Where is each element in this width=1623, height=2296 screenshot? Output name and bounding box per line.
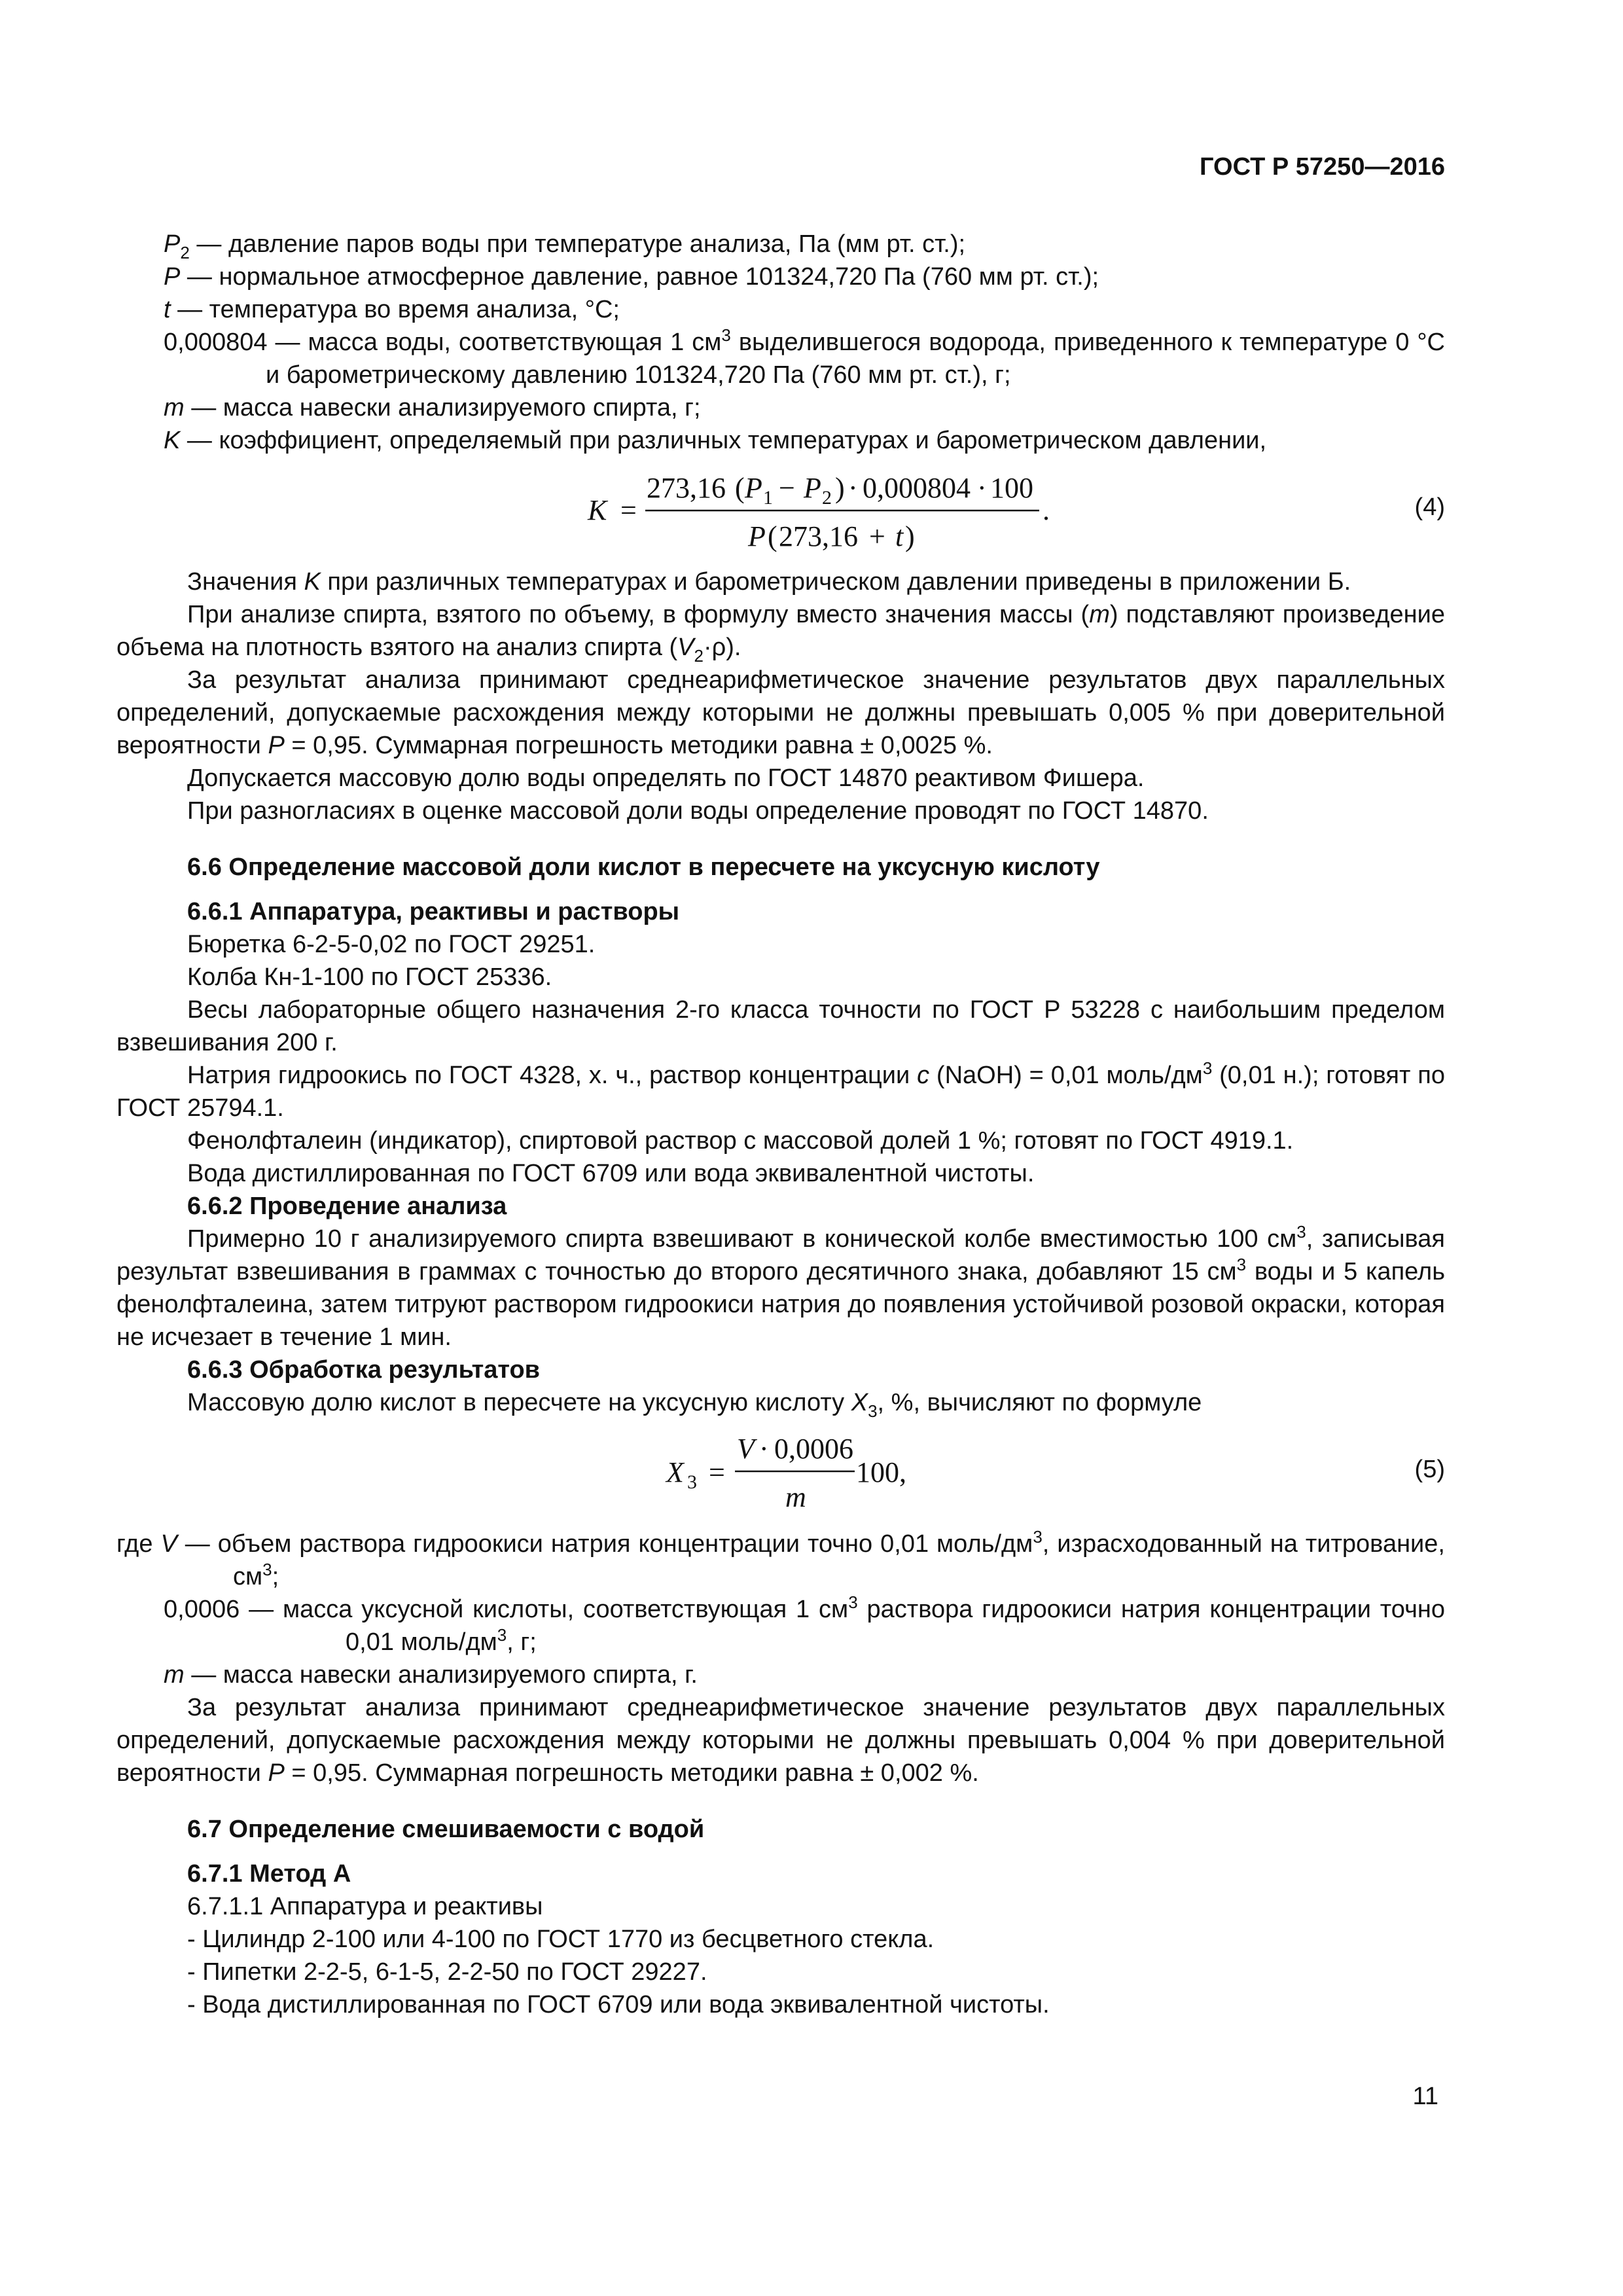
- formula-5-num-k: 0,0006: [774, 1433, 853, 1465]
- svg-text:P: P: [745, 472, 762, 504]
- svg-text:): ): [835, 472, 845, 504]
- formula-5: [116, 1423, 1445, 1521]
- heading-6-6-3: 6.6.3 Обработка результатов: [187, 1356, 541, 1384]
- definition-v: где V — объем раствора гидроокиси натрия концентрации точно 0,01 моль/$дм^3$, израсходованный на титрование, $см^3$;: [116, 1527, 1445, 1590]
- formula-4-num-c: 100: [990, 472, 1033, 504]
- definition-m: m — масса навески анализируемого спирта, г;: [164, 394, 701, 422]
- svg-text:1: 1: [763, 487, 773, 509]
- heading-6-6: 6.6 Определение массовой доли кислот в пересчете на уксусную кислоту: [187, 853, 1100, 881]
- svg-text:=: =: [620, 494, 637, 526]
- svg-text:m: m: [785, 1481, 806, 1513]
- item-water: Вода дистиллированная по ГОСТ 6709 или вода эквивалентной чистоты.: [187, 1160, 1035, 1187]
- svg-text:·: ·: [848, 472, 858, 504]
- formula-4-num-b: 0,000804: [863, 472, 971, 504]
- paragraph-result-1: За результат анализа принимают среднеарифметическое значение результатов двух параллельных определений, допускаемые расхождения между которыми не должны превышать 0,005 % при доверительной вероятности P = 0,95. Суммарная погрешность методики равна ± 0,0025 %.: [116, 666, 1445, 759]
- page-number: 11: [1412, 2083, 1438, 2110]
- paragraph-disagreement: При разногласиях в оценке массовой доли воды определение проводят по ГОСТ 14870.: [187, 797, 1209, 825]
- heading-6-6-2: 6.6.2 Проведение анализа: [187, 1193, 507, 1220]
- formula-4-num-a: 273,16: [647, 472, 726, 504]
- list-item: - Цилиндр 2-100 или 4-100 по ГОСТ 1770 из бесцветного стекла.: [187, 1926, 935, 1953]
- svg-text:): ): [905, 520, 915, 552]
- item-scales: Весы лабораторные общего назначения 2-го класса точности по ГОСТ Р 53228 с наибольшим пределом взвешивания 200 г.: [116, 996, 1445, 1056]
- document-body: [116, 228, 1445, 2021]
- svg-text:=: =: [709, 1456, 725, 1488]
- svg-text:V: V: [737, 1433, 755, 1465]
- definition-00006: 0,0006 — масса уксусной кислоты, соответствующая 1 $см^3$ раствора гидроокиси натрия концентрации точно 0,01 моль/$дм^3$, г;: [164, 1592, 1445, 1656]
- item-buret: Бюретка 6-2-5-0,02 по ГОСТ 29251.: [187, 931, 596, 958]
- formula-5-tail: 100,: [856, 1456, 906, 1488]
- svg-text:P: P: [804, 472, 821, 504]
- svg-text:P: P: [748, 520, 766, 552]
- svg-text:.: .: [1043, 494, 1050, 526]
- paragraph-result-2: За результат анализа принимают среднеарифметическое значение результатов двух параллельных определений, допускаемые расхождения между которыми не должны превышать 0,004 % при доверительной вероятности P = 0,95. Суммарная погрешность методики равна ± 0,002 %.: [116, 1694, 1445, 1787]
- paragraph-volume: При анализе спирта, взятого по объему, в формулу вместо значения массы (m) подставляют произведение объема на плотность взятого на анализ спирта $(V_2\cdot\rho)$.: [116, 601, 1445, 666]
- document-header: ГОСТ Р 57250—2016: [1200, 153, 1445, 181]
- svg-text:+: +: [869, 520, 885, 552]
- formula-4-number: (4): [1414, 493, 1445, 521]
- item-phenolphthalein: Фенолфталеин (индикатор), спиртовой раствор с массовой долей 1 %; готовят по ГОСТ 4919.1.: [187, 1127, 1294, 1155]
- item-naoh: Натрия гидроокись по ГОСТ 4328, х. ч., раствор концентрации c (NaOH) = 0,01 моль/$дм^3$ (0,01 н.); готовят по ГОСТ 25794.1.: [116, 1058, 1445, 1122]
- definition-p: P — нормальное атмосферное давление, равное 101324,720 Па (760 мм рт. ст.);: [164, 263, 1099, 291]
- svg-text:−: −: [779, 472, 795, 504]
- list-item: - Пипетки 2-2-5, 6-1-5, 2-2-50 по ГОСТ 29227.: [187, 1958, 707, 1986]
- formula-5-graphic: [116, 1423, 1445, 1521]
- svg-text:(: (: [735, 472, 745, 504]
- item-flask: Колба Кн-1-100 по ГОСТ 25336.: [187, 963, 552, 991]
- formula-4-lhs: K: [588, 494, 607, 526]
- heading-6-6-1: 6.6.1 Аппаратура, реактивы и растворы: [187, 898, 680, 925]
- paragraph-6-6-3: Массовую долю кислот в пересчете на уксусную кислоту $X_3$, %, вычисляют по формуле: [187, 1389, 1202, 1421]
- formula-5-lhs: X: [666, 1456, 684, 1488]
- heading-6-7-1: 6.7.1 Метод А: [187, 1860, 351, 1888]
- formula-4-graphic: [116, 461, 1445, 559]
- formula-5-number: (5): [1414, 1456, 1445, 1483]
- formula-4: [116, 461, 1445, 559]
- paragraph-fisher: Допускается массовую долю воды определять по ГОСТ 14870 реактивом Фишера.: [187, 764, 1145, 792]
- paragraph-k-values: Значения K при различных температурах и барометрическом давлении приведены в приложении Б.: [187, 568, 1351, 596]
- svg-text:t: t: [895, 520, 904, 552]
- definition-m-2: m — масса навески анализируемого спирта, г.: [164, 1661, 698, 1689]
- subheading-6-7-1-1: 6.7.1.1 Аппаратура и реактивы: [187, 1893, 543, 1920]
- list-item: - Вода дистиллированная по ГОСТ 6709 или вода эквивалентной чистоты.: [187, 1991, 1050, 2018]
- formula-4-den-a: 273,16: [779, 520, 858, 552]
- heading-6-7: 6.7 Определение смешиваемости с водой: [187, 1816, 705, 1843]
- svg-text:2: 2: [822, 487, 832, 509]
- definition-k: K — коэффициент, определяемый при различных температурах и барометрическом давлении,: [164, 427, 1267, 454]
- definition-p2: $P_2$ — давление паров воды при температуре анализа, Па (мм рт. ст.);: [164, 230, 966, 262]
- svg-text:(: (: [768, 520, 777, 552]
- definition-t: t — температура во время анализа, °С;: [164, 296, 620, 323]
- svg-text:3: 3: [687, 1471, 697, 1493]
- svg-text:·: ·: [759, 1433, 769, 1465]
- svg-text:·: ·: [977, 472, 987, 504]
- definition-0000804: 0,000804 — масса воды, соответствующая 1 $см^3$ выделившегося водорода, приведенного к температуре 0 °С и барометрическому давлению 101324,720 Па (760 мм рт. ст.), г;: [164, 325, 1445, 389]
- paragraph-6-6-2: Примерно 10 г анализируемого спирта взвешивают в конической колбе вместимостью 100 $см^3$, записывая результат взвешивания в граммах с точностью до второго десятичного знака, добавляют 15 $см^3$ воды и 5 капель фенолфталеина, затем титруют раствором гидроокиси натрия до появления устойчивой розовой окраски, которая не исчезает в течение 1 мин.: [116, 1222, 1446, 1351]
